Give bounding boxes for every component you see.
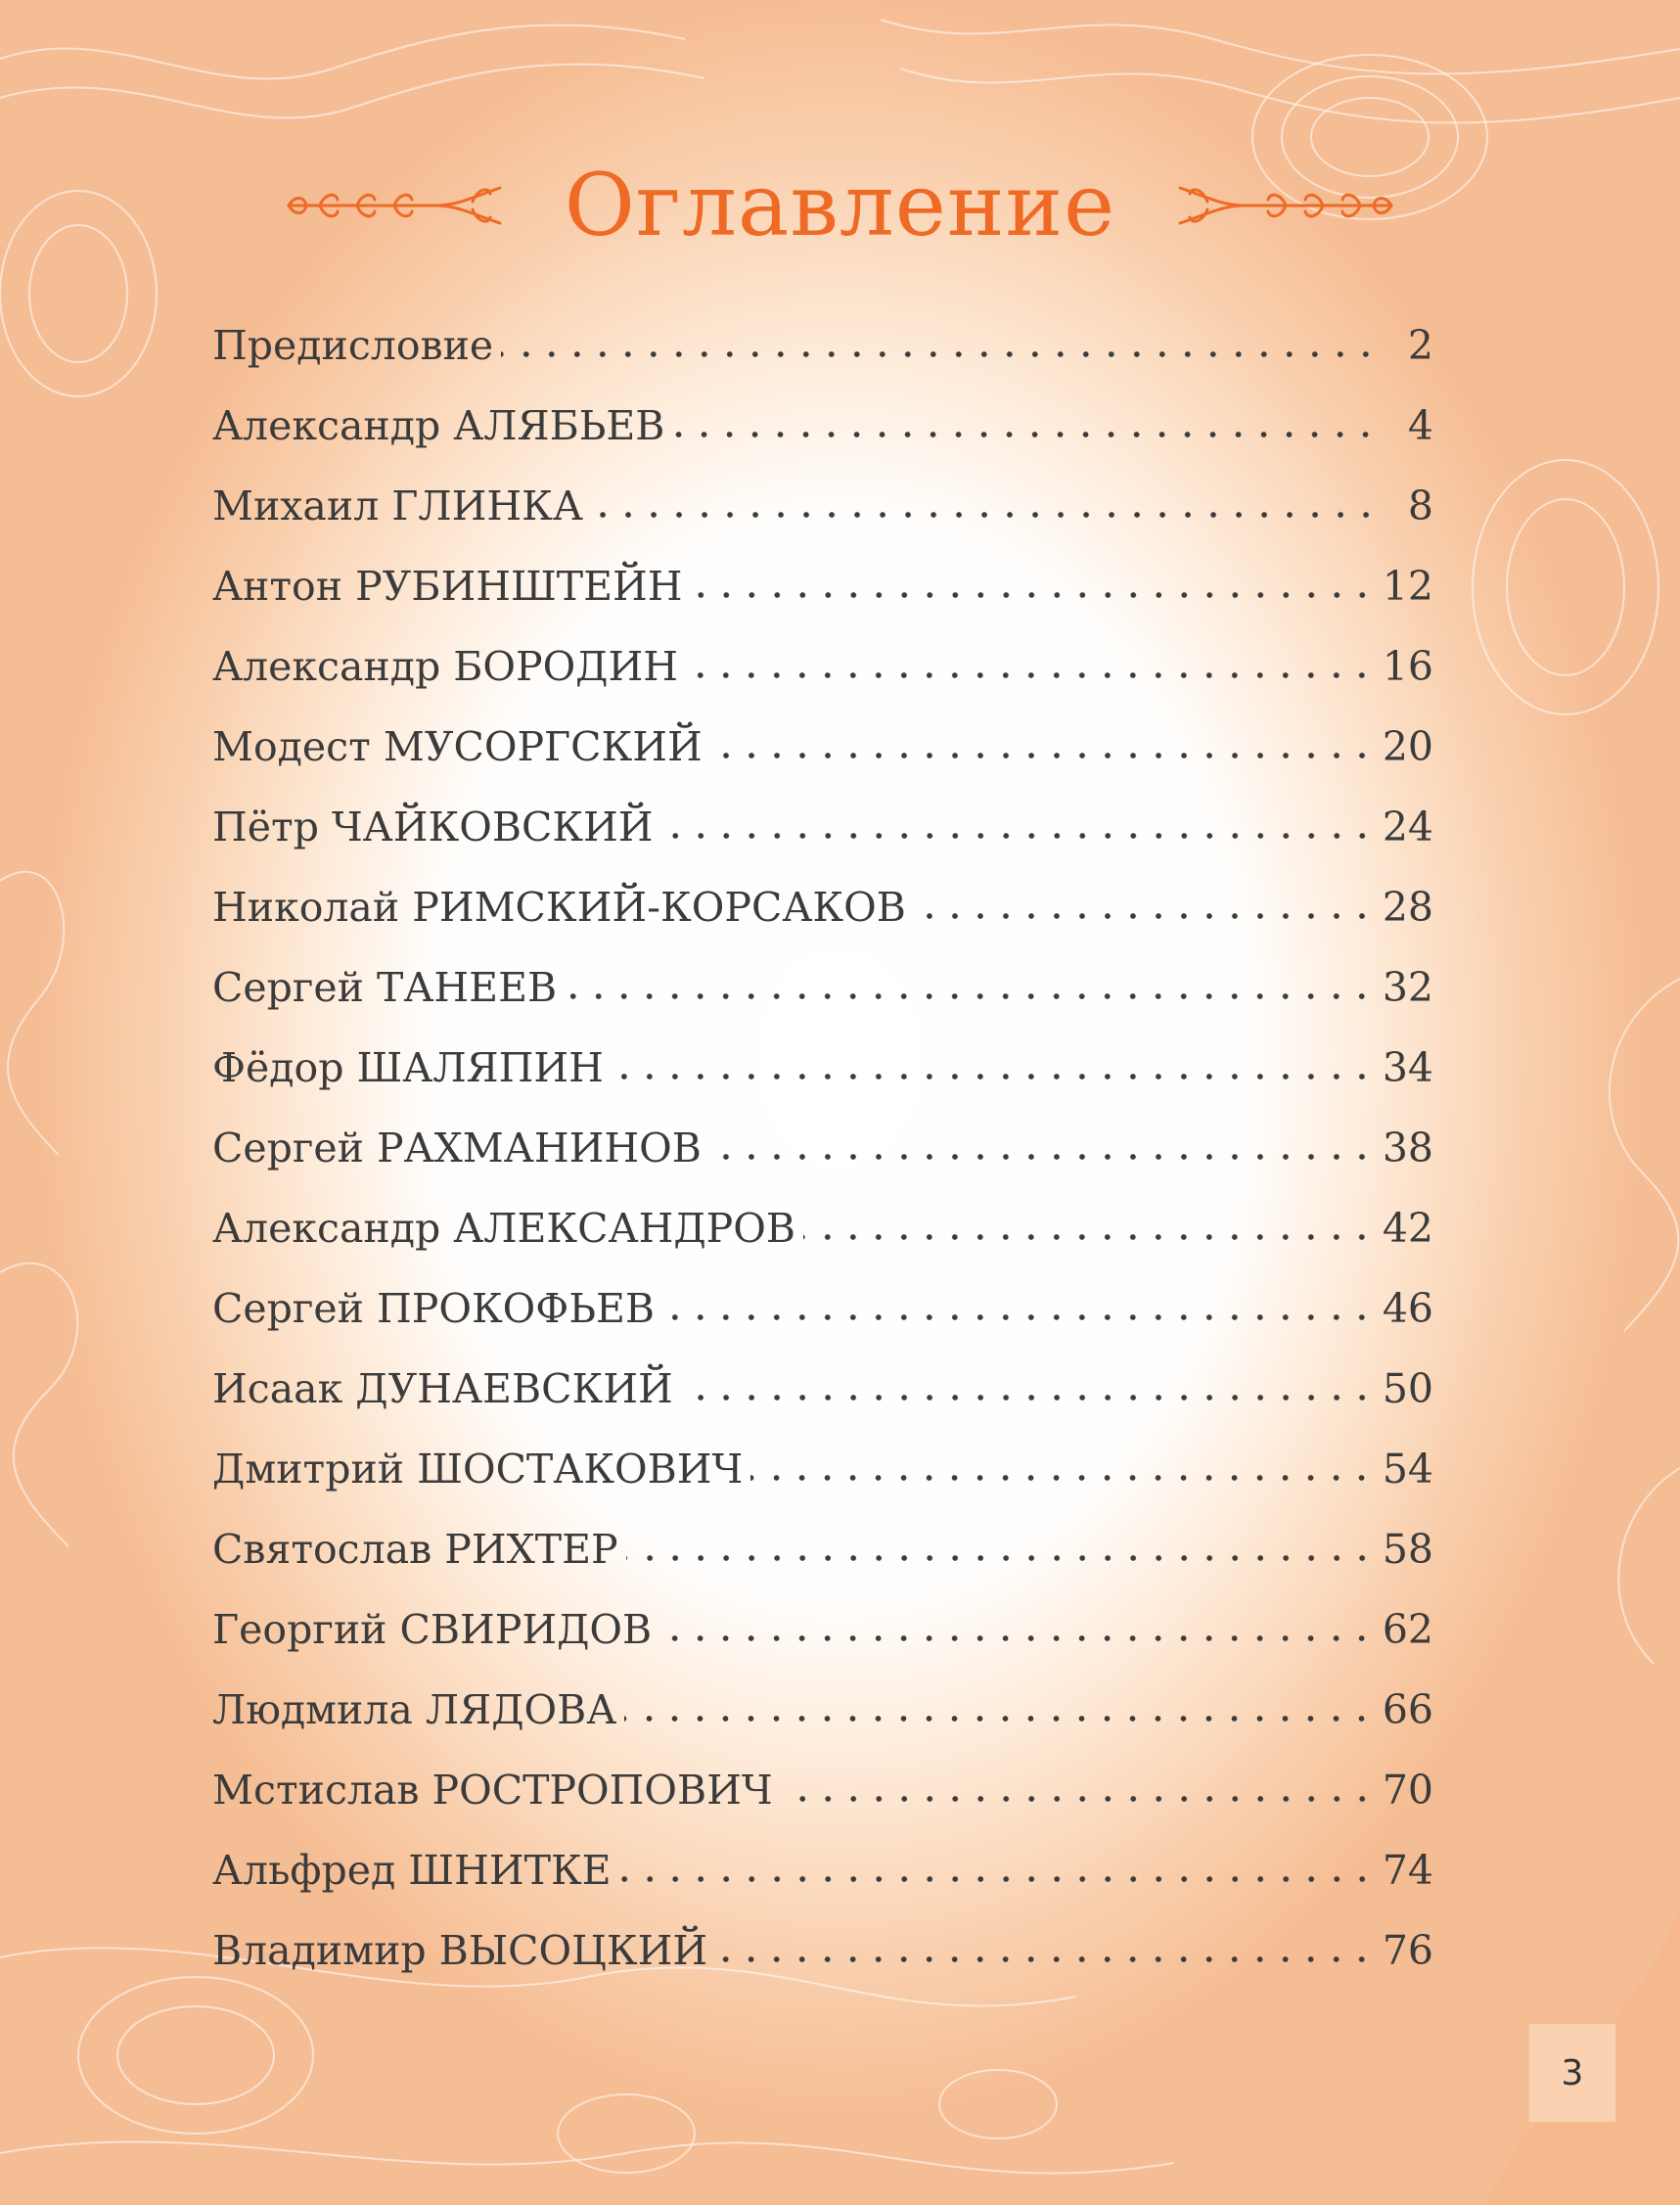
dot-leader — [661, 826, 1375, 846]
toc-entry-page: 28 — [1382, 884, 1433, 931]
toc-entry-title: Людмила ЛЯДОВА — [212, 1686, 617, 1733]
dot-leader — [662, 1308, 1375, 1327]
toc-entry-page: 66 — [1382, 1686, 1433, 1733]
toc-entry[interactable] — [212, 546, 1433, 626]
toc-entry-page: 32 — [1382, 964, 1433, 1011]
toc-entry[interactable] — [212, 1188, 1433, 1268]
toc-entry-page: 42 — [1382, 1205, 1433, 1252]
toc-entry-page: 8 — [1407, 482, 1433, 529]
toc-entry-page: 24 — [1382, 804, 1433, 850]
dot-leader — [626, 1548, 1375, 1568]
toc-entry-title: Сергей РАХМАНИНОВ — [212, 1125, 702, 1171]
toc-entry-title: Святослав РИХТЕР — [212, 1526, 618, 1573]
toc-entry-title: Сергей ТАНЕЕВ — [212, 964, 558, 1011]
toc-entry[interactable] — [212, 626, 1433, 707]
dot-leader — [565, 987, 1375, 1006]
toc-entry-page: 38 — [1382, 1125, 1433, 1171]
toc-entry-page: 54 — [1382, 1446, 1433, 1493]
dot-leader — [672, 425, 1379, 444]
toc-entry[interactable] — [212, 1670, 1433, 1750]
dot-leader — [591, 505, 1379, 525]
toc-entry-title: Модест МУСОРГСКИЙ — [212, 723, 703, 770]
toc-entry-page: 2 — [1407, 322, 1433, 369]
toc-entry[interactable] — [212, 1108, 1433, 1188]
toc-entry-title: Исаак ДУНАЕВСКИЙ — [212, 1365, 673, 1412]
toc-entry-title: Георгий СВИРИДОВ — [212, 1606, 653, 1653]
toc-entry[interactable] — [212, 305, 1433, 386]
toc-entry-page: 4 — [1407, 402, 1433, 449]
toc-entry-page: 50 — [1382, 1365, 1433, 1412]
right-flourish-icon — [1172, 176, 1399, 235]
toc-entry[interactable] — [212, 1028, 1433, 1108]
toc-entry-title: Владимир ВЫСОЦКИЙ — [212, 1927, 708, 1974]
toc-entry-title: Альфред ШНИТКЕ — [212, 1847, 612, 1894]
dot-leader — [681, 1388, 1375, 1407]
page-title: Оглавление — [564, 155, 1116, 255]
left-flourish-icon — [281, 176, 508, 235]
toc-entry-title: Михаил ГЛИНКА — [212, 482, 583, 529]
toc-entry[interactable] — [212, 1429, 1433, 1509]
toc-entry-page: 34 — [1382, 1044, 1433, 1091]
toc-entry[interactable] — [212, 1750, 1433, 1830]
toc-entry-title: Александр АЛЯБЬЕВ — [212, 402, 665, 449]
dot-leader — [710, 746, 1375, 765]
toc-entry-title: Александр БОРОДИН — [212, 643, 679, 690]
toc-entry-title: Дмитрий ШОСТАКОВИЧ — [212, 1446, 744, 1493]
toc-entry[interactable] — [212, 1830, 1433, 1910]
dot-leader — [612, 1067, 1375, 1086]
dot-leader — [781, 1789, 1375, 1809]
table-of-contents — [212, 305, 1433, 1991]
toc-entry-title: Николай РИМСКИЙ-КОРСАКОВ — [212, 884, 906, 931]
toc-entry[interactable] — [212, 466, 1433, 546]
toc-entry[interactable] — [212, 947, 1433, 1028]
dot-leader — [501, 345, 1379, 364]
toc-entry-page: 74 — [1382, 1847, 1433, 1894]
toc-entry[interactable] — [212, 1910, 1433, 1991]
toc-entry-title: Антон РУБИНШТЕЙН — [212, 563, 683, 610]
toc-entry-page: 20 — [1382, 723, 1433, 770]
dot-leader — [659, 1629, 1375, 1648]
toc-entry[interactable] — [212, 707, 1433, 787]
toc-entry-page: 46 — [1382, 1285, 1433, 1332]
toc-entry-page: 58 — [1382, 1526, 1433, 1573]
toc-entry[interactable] — [212, 386, 1433, 466]
page-number-box — [1529, 2024, 1615, 2122]
toc-entry[interactable] — [212, 1349, 1433, 1429]
page-number: 3 — [1561, 2052, 1584, 2093]
dot-leader — [914, 906, 1375, 926]
toc-entry-title: Пётр ЧАЙКОВСКИЙ — [212, 804, 654, 850]
toc-entry-page: 62 — [1382, 1606, 1433, 1653]
dot-leader — [624, 1709, 1374, 1728]
dot-leader — [803, 1227, 1375, 1247]
toc-entry-title: Предисловие — [212, 322, 494, 369]
toc-entry-title: Александр АЛЕКСАНДРОВ — [212, 1205, 796, 1252]
dot-leader — [715, 1950, 1375, 1969]
toc-entry-title: Фёдор ШАЛЯПИН — [212, 1044, 604, 1091]
dot-leader — [750, 1468, 1375, 1488]
toc-entry[interactable] — [212, 1268, 1433, 1349]
dot-leader — [686, 666, 1375, 685]
toc-entry-page: 12 — [1382, 563, 1433, 610]
dot-leader — [709, 1147, 1375, 1167]
toc-entry-page: 70 — [1382, 1767, 1433, 1814]
toc-entry-page: 76 — [1382, 1927, 1433, 1974]
toc-entry[interactable] — [212, 1589, 1433, 1670]
dot-leader — [691, 585, 1375, 605]
toc-entry[interactable] — [212, 1509, 1433, 1589]
heading-row — [0, 137, 1680, 274]
dot-leader — [619, 1869, 1375, 1889]
toc-entry-title: Мстислав РОСТРОПОВИЧ — [212, 1767, 773, 1814]
toc-entry[interactable] — [212, 787, 1433, 867]
toc-entry-title: Сергей ПРОКОФЬЕВ — [212, 1285, 656, 1332]
toc-entry[interactable] — [212, 867, 1433, 947]
toc-entry-page: 16 — [1382, 643, 1433, 690]
